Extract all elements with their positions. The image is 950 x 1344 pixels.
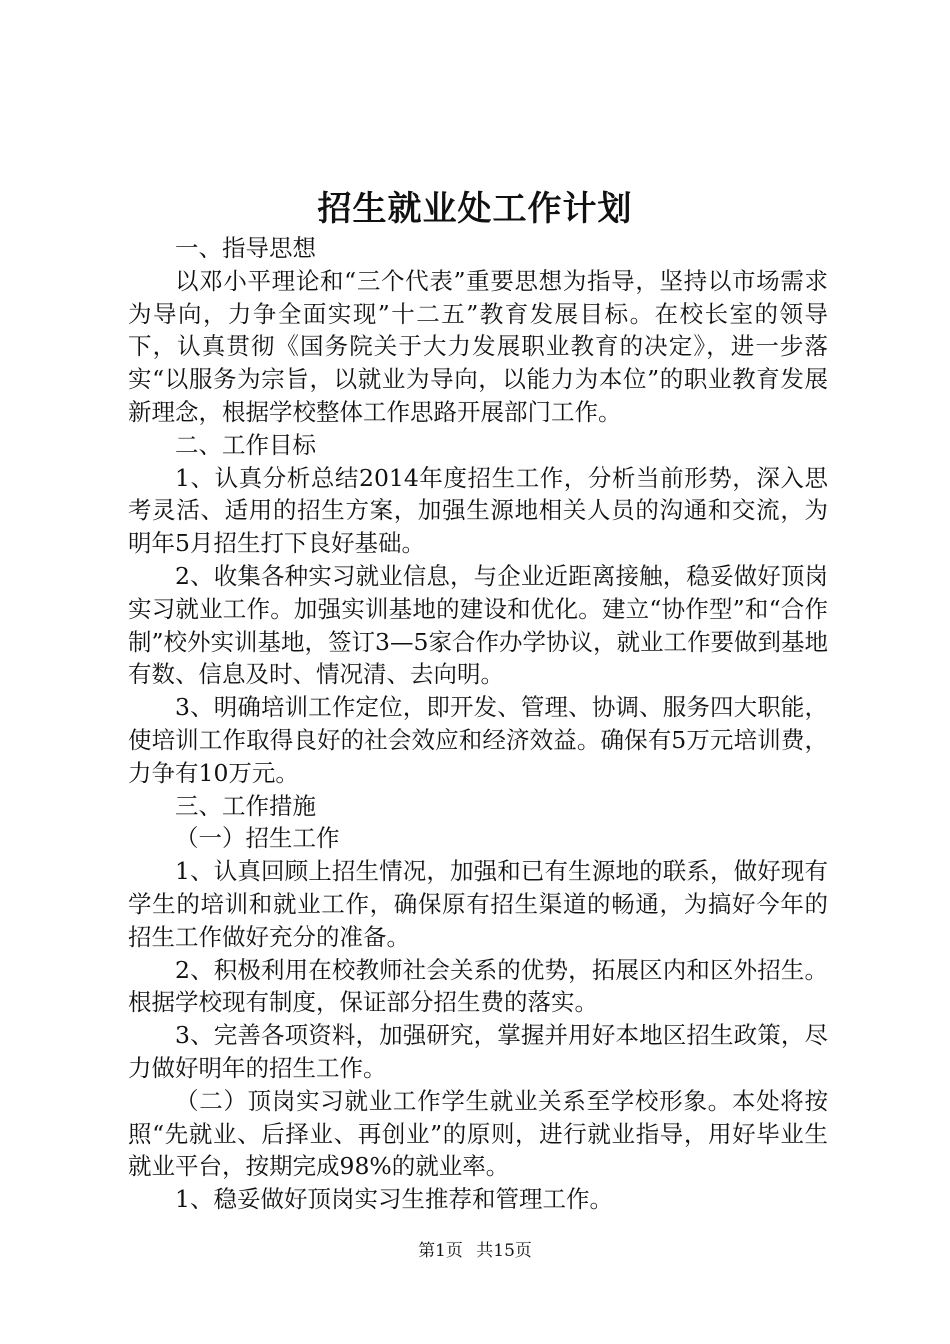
paragraph: 3、完善各项资料，加强研究，掌握并用好本地区招生政策，尽力做好明年的招生工作。 <box>128 1021 828 1082</box>
page-total: 共15页 <box>476 1241 532 1261</box>
paragraph: （二）顶岗实习就业工作学生就业关系至学校形象。本处将按照“先就业、后择业、再创业”的原则，进行就业指导，用好毕业生就业平台，按期完成98%的就业率。 <box>128 1086 828 1181</box>
document-body <box>128 232 828 1216</box>
subsection-heading: （一）招生工作 <box>175 824 340 853</box>
paragraph: 1、认真分析总结2014年度招生工作，分析当前形势，深入思考灵活、适用的招生方案，加强生源地相关人员的沟通和交流，为明年5月招生打下良好基础。 <box>128 463 828 558</box>
paragraph: 2、收集各种实习就业信息，与企业近距离接触，稳妥做好顶岗实习就业工作。加强实训基地的建设和优化。建立“协作型”和“合作制”校外实训基地，签订3—5家合作办学协议，就业工作要做到基地有数、信息及时、情况清、去向明。 <box>128 561 828 689</box>
paragraph: 2、积极利用在校教师社会关系的优势，拓展区内和区外招生。根据学校现有制度，保证部分招生费的落实。 <box>128 955 828 1017</box>
section-heading: 二、工作目标 <box>175 430 316 459</box>
paragraph: 1、认真回顾上招生情况，加强和已有生源地的联系，做好现有学生的培训和就业工作，确保原有招生渠道的畅通，为搞好今年的招生工作做好充分的准备。 <box>128 857 828 951</box>
section-heading: 三、工作措施 <box>175 791 316 820</box>
document-title: 招生就业处工作计划 <box>317 189 633 229</box>
page-footer <box>0 1240 950 1262</box>
paragraph: 3、明确培训工作定位，即开发、管理、协调、服务四大职能，使培训工作取得良好的社会效应和经济效益。确保有5万元培训费，力争有10万元。 <box>128 693 828 787</box>
paragraph: 以邓小平理论和“三个代表”重要思想为指导，坚持以市场需求为导向，力争全面实现”十二五”教育发展目标。在校长室的领导下，认真贯彻《国务院关于大力发展职业教育的决定》，进一步落实“以服务为宗旨，以就业为导向，以能力为本位”的职业教育发展新理念，根据学校整体工作思路开展部门工作。 <box>128 266 828 426</box>
page-number: 第1页 <box>418 1241 463 1261</box>
section-heading: 一、指导思想 <box>175 234 316 262</box>
paragraph: 1、稳妥做好顶岗实习生推荐和管理工作。 <box>175 1185 613 1214</box>
